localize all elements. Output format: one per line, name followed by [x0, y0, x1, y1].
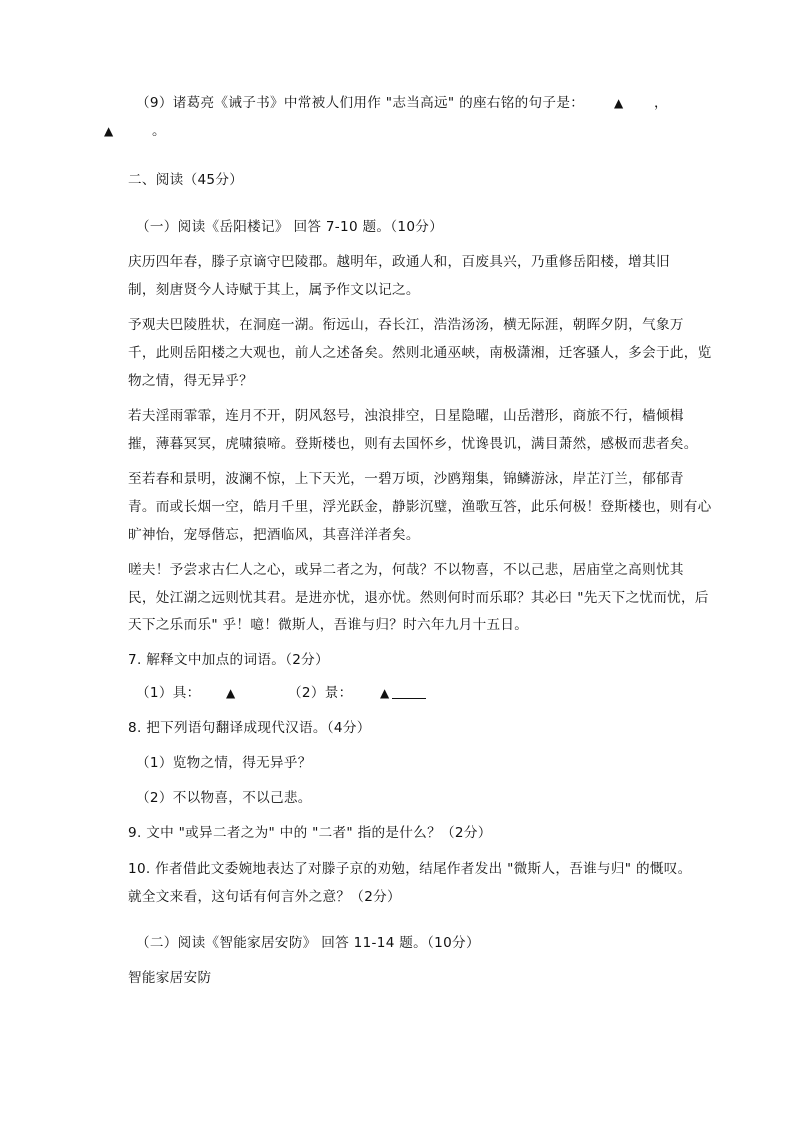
q7-stem: 7. 解释文中加点的词语。（2分） — [128, 652, 329, 668]
q10-line: 就全文来看，这句话有何言外之意？（2分） — [128, 889, 401, 905]
passage-line: 至若春和景明，波澜不惊，上下天光，一碧万顷，沙鸥翔集，锦鳞游泳，岸芷汀兰，郁郁青 — [128, 471, 684, 487]
answer-blank[interactable] — [392, 698, 426, 699]
passage-line: 庆历四年春，滕子京谪守巴陵郡。越明年，政通人和，百废具兴，乃重修岳阳楼，增其旧 — [128, 254, 670, 270]
passage-line: 嗟夫！予尝求古仁人之心，或异二者之为，何哉？不以物喜，不以己悲，居庙堂之高则忧其 — [128, 562, 684, 578]
answer-triangle-icon: ▲ — [614, 96, 624, 110]
answer-triangle-icon: ▲ — [380, 686, 390, 700]
answer-triangle-icon: ▲ — [226, 686, 236, 700]
part1-title: （一）阅读《岳阳楼记》 回答 7-10 题。（10分） — [136, 219, 444, 235]
passage-line: 民，处江湖之远则忧其君。是进亦忧，退亦忧。然则何时而乐耶？其必曰 "先天下之忧而忧，后 — [128, 590, 709, 606]
q9-stem: 9. 文中 "或异二者之为" 中的 "二者" 指的是什么？（2分） — [128, 825, 492, 841]
answer-triangle-icon: ▲ — [104, 124, 114, 138]
passage-line: 物之情，得无异乎？ — [128, 373, 254, 389]
part2-heading: 智能家居安防 — [128, 970, 212, 986]
passage-line: 天下之乐而乐" 乎！噫！微斯人，吾谁与归？时六年九月十五日。 — [128, 617, 529, 633]
q8-stem: 8. 把下列语句翻译成现代汉语。（4分） — [128, 720, 371, 736]
passage-line: 青。而或长烟一空，皓月千里，浮光跃金，静影沉璧，渔歌互答，此乐何极！登斯楼也，则有心 — [128, 499, 712, 515]
q7-item2-label: （2）景： — [288, 685, 353, 701]
passage-line: 摧，薄暮冥冥，虎啸猿啼。登斯楼也，则有去国怀乡，忧谗畏讥，满目萧然，感极而悲者矣。 — [128, 436, 698, 452]
passage-line: 予观夫巴陵胜状，在洞庭一湖。衔远山，吞长江，浩浩汤汤，横无际涯，朝晖夕阴，气象万 — [128, 317, 684, 333]
part2-title: （二）阅读《智能家居安防》 回答 11-14 题。（10分） — [136, 935, 480, 951]
q9-line1: （9）诸葛亮《诫子书》中常被人们用作 "志当高远" 的座右铭的句子是： — [136, 95, 585, 111]
q10-line: 10. 作者借此文委婉地表达了对滕子京的劝勉，结尾作者发出 "微斯人，吾谁与归" 的慨叹。 — [128, 861, 692, 877]
q9-end: 。 — [152, 123, 166, 139]
passage-line: 制，刻唐贤今人诗赋于其上，属予作文以记之。 — [128, 282, 420, 298]
q9-comma: ， — [654, 95, 668, 111]
passage-line: 千，此则岳阳楼之大观也，前人之述备矣。然则北通巫峡，南极潇湘，迁客骚人，多会于此，览 — [128, 345, 712, 361]
section-title: 二、阅读（45分） — [128, 172, 244, 188]
passage-line: 旷神怡，宠辱偕忘，把酒临风，其喜洋洋者矣。 — [128, 527, 420, 543]
q8-item2: （2）不以物喜，不以己悲。 — [136, 790, 312, 806]
q7-item1-label: （1）具： — [136, 685, 201, 701]
passage-line: 若夫淫雨霏霏，连月不开，阴风怒号，浊浪排空，日星隐曜，山岳潜形，商旅不行，樯倾楫 — [128, 408, 684, 424]
q8-item1: （1）览物之情，得无异乎？ — [136, 755, 312, 771]
